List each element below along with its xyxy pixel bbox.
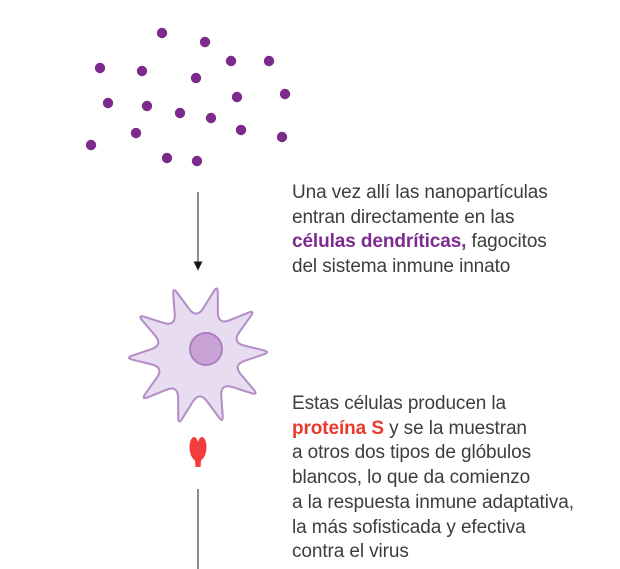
text-segment: la más sofisticada y efectiva [292, 516, 526, 538]
nanoparticle-dot [277, 132, 287, 142]
text-segment: a otros dos tipos de glóbulos [292, 442, 531, 464]
text-line [292, 417, 618, 442]
text-segment: blancos, lo que da comienzo [292, 467, 531, 489]
text-line [292, 516, 618, 541]
nanoparticle-dot [175, 108, 185, 118]
nanoparticle-dot [103, 98, 113, 108]
text-line [292, 230, 618, 255]
text-segment: y se la muestran [383, 417, 527, 439]
down-arrow-head [194, 262, 203, 271]
text-segment: a la respuesta inmune adaptativa, [292, 491, 574, 513]
text-line [292, 255, 618, 280]
nanoparticle-dot [142, 101, 152, 111]
nanoparticle-dot [280, 89, 290, 99]
nanoparticle-dot [226, 56, 236, 66]
text-line [292, 206, 618, 231]
text-line [292, 441, 618, 466]
nanoparticle-dot [200, 37, 210, 47]
nanoparticle-dot [191, 73, 201, 83]
nanoparticle-dot [232, 92, 242, 102]
nanoparticle-dot [264, 56, 274, 66]
cell-nucleus [190, 333, 222, 365]
nanoparticle-dot [137, 66, 147, 76]
text-segment: contra el virus [292, 541, 409, 563]
paragraph-1 [292, 181, 618, 280]
nanoparticle-dot [131, 128, 141, 138]
text-line [292, 466, 618, 491]
text-segment: fagocitos [466, 231, 547, 253]
highlight-term: proteína S [292, 417, 384, 439]
nanoparticle-dot [236, 125, 246, 135]
nanoparticle-dot [157, 28, 167, 38]
text-segment: del sistema inmune innato [292, 256, 511, 278]
nanoparticle-dot [95, 63, 105, 73]
paragraph-2 [292, 392, 618, 565]
text-segment: entran directamente en las [292, 206, 515, 228]
nanoparticle-dot [192, 156, 202, 166]
nanoparticle-dot [206, 113, 216, 123]
nanoparticle-dot [162, 153, 172, 163]
highlight-term: células dendríticas, [292, 231, 467, 253]
nanoparticle-dot [86, 140, 96, 150]
text-line [292, 491, 618, 516]
text-line [292, 181, 618, 206]
text-line [292, 392, 618, 417]
text-segment: Estas células producen la [292, 393, 507, 414]
text-line [292, 540, 618, 565]
text-segment: Una vez allí las nanopartículas [292, 182, 548, 203]
protein-s-icon [190, 437, 207, 467]
